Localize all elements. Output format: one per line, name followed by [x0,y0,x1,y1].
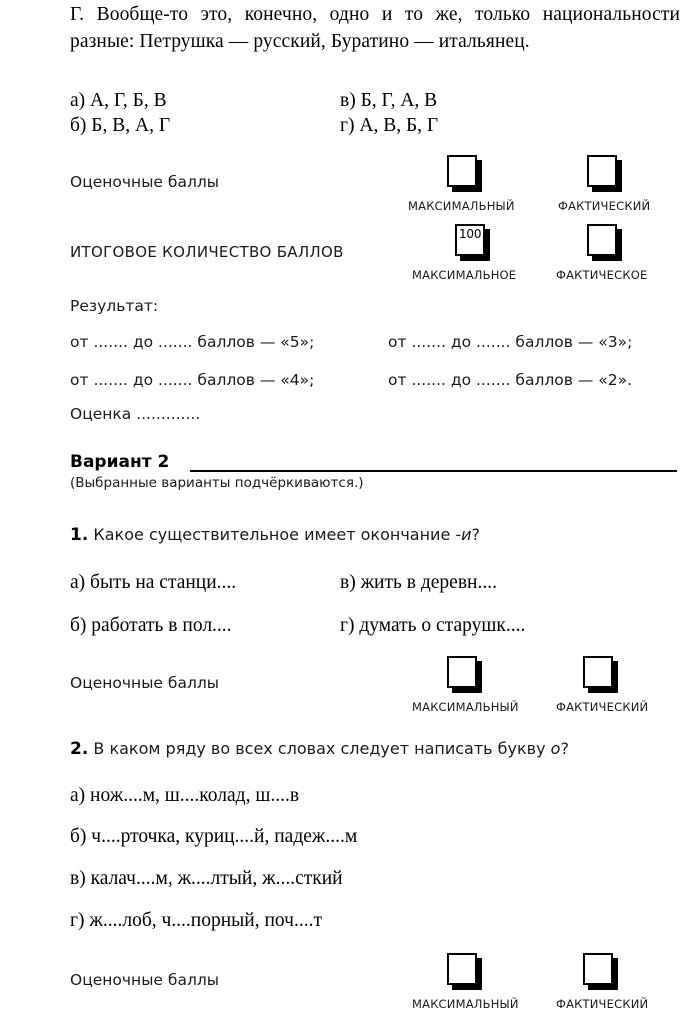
intro-option-row [70,88,680,113]
total-box-actual[interactable] [587,224,617,256]
question-2-option-b[interactable]: б) ч....рточка, куриц....й, падеж....м [70,826,358,847]
score-box-actual-caption: ФАКТИЧЕСКИЙ [558,199,651,213]
question-2-score-label: Оценочные баллы [70,971,220,989]
intro-option-v[interactable]: в) Б, Г, А, В [340,90,438,111]
question-1-text: Какое существительное имеет окончание [93,525,456,544]
question-1-number: 1. [70,525,89,545]
intro-option-g[interactable]: г) А, В, Б, Г [340,115,439,136]
result-grade: Оценка ............. [70,405,201,423]
question-2-option-a[interactable]: а) нож....м, ш....колад, ш....в [70,785,300,806]
question-2-box-maximum-caption: МАКСИМАЛЬНЫЙ [412,997,519,1011]
question-1-option-row [70,570,680,595]
intro-option-b[interactable]: б) Б, В, А, Г [70,115,171,136]
question-1-tail: ? [471,525,481,544]
question-2-italic: о [550,739,561,758]
question-1-prompt [70,524,480,546]
variant-title: Вариант 2 [70,452,170,472]
question-1-option-a[interactable]: а) быть на станци.... [70,572,237,593]
question-1-option-b[interactable]: б) работать в пол.... [70,615,232,636]
question-2-option-g[interactable]: г) ж....лоб, ч....порный, поч....т [70,910,322,931]
variant-note: (Выбранные варианты подчёркиваются.) [70,475,364,491]
question-2-box-actual[interactable] [583,953,613,985]
question-1-option-g[interactable]: г) думать о старушк.... [340,615,526,636]
question-2-prompt [70,738,569,760]
result-line-3: от ....... до ....... баллов — «3»; [388,333,633,351]
total-box-maximum-value: 100 [459,227,482,241]
question-1-box-actual[interactable] [583,656,613,688]
question-1-option-row [70,613,680,638]
result-line-5: от ....... до ....... баллов — «5»; [70,333,315,351]
total-box-actual-caption: ФАКТИЧЕСКОЕ [556,268,648,282]
question-1-score-label: Оценочные баллы [70,674,220,692]
question-1-box-maximum-caption: МАКСИМАЛЬНЫЙ [412,700,519,714]
question-2-option-v[interactable]: в) калач....м, ж....лтый, ж....сткий [70,868,343,889]
score-label: Оценочные баллы [70,173,220,191]
intro-option-a[interactable]: а) А, Г, Б, В [70,90,167,111]
question-1-italic: -и [455,525,472,544]
variant-rule [190,470,677,472]
result-heading: Результат: [70,297,159,315]
score-box-maximum[interactable] [447,155,477,187]
total-score-label: ИТОГОВОЕ КОЛИЧЕСТВО БАЛЛОВ [70,243,344,261]
score-box-actual[interactable] [587,155,617,187]
intro-paragraph: Г. Вообще-то это, конечно, одно и то же, только национальности разные: Петрушка — русский, Буратино — итальянец. [70,4,680,52]
question-2-tail: ? [560,739,569,758]
result-line-4: от ....... до ....... баллов — «4»; [70,371,315,389]
question-1-option-v[interactable]: в) жить в деревн.... [340,572,497,593]
score-box-maximum-caption: МАКСИМАЛЬНЫЙ [408,199,515,213]
total-box-maximum[interactable] [455,224,485,256]
result-line-2: от ....... до ....... баллов — «2». [388,371,632,389]
question-2-box-maximum[interactable] [447,953,477,985]
intro-option-row [70,113,680,138]
total-box-maximum-caption: МАКСИМАЛЬНОЕ [412,268,517,282]
question-1-box-actual-caption: ФАКТИЧЕСКИЙ [556,700,649,714]
question-1-box-maximum[interactable] [447,656,477,688]
question-2-box-actual-caption: ФАКТИЧЕСКИЙ [556,997,649,1011]
question-2-number: 2. [70,739,89,759]
question-2-text: В каком ряду во всех словах следует написать букву [93,739,551,758]
